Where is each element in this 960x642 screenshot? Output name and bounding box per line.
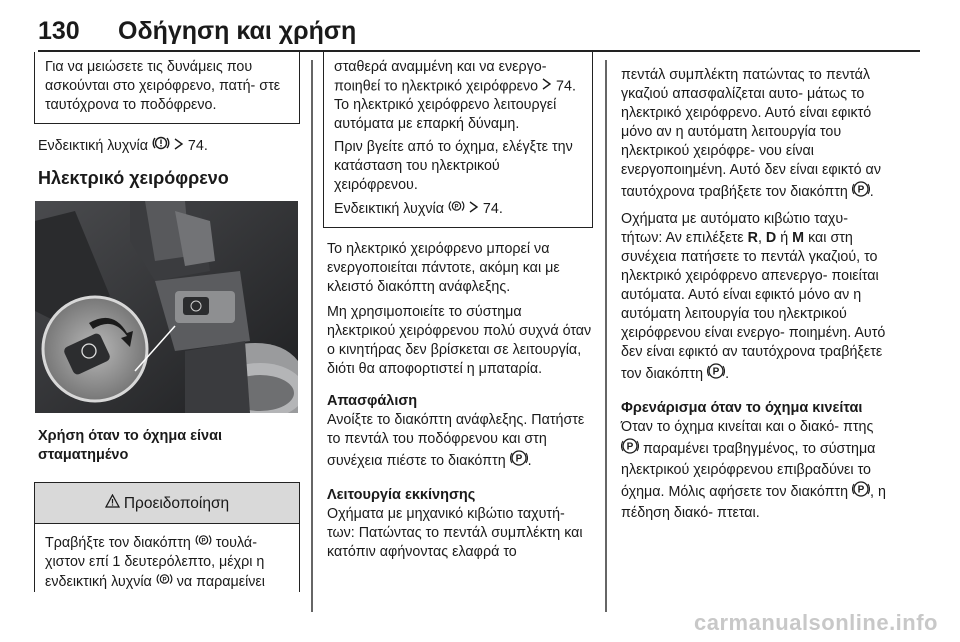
warning-cont-p2: Πριν βγείτε από το όχημα, ελέγξτε την κατάσταση του ηλεκτρικού χειρόφρενου. <box>334 139 573 194</box>
svg-text:P: P <box>857 184 865 196</box>
para-manual-release: πεντάλ συμπλέκτη πατώντας το πεντάλ γκαζιού απασφαλίζεται αυτο- μάτως το ηλεκτρικό χειρόφρενο. Αυτό είναι εφικτό μόνο αν η αυτόματη λειτουργία του ηλεκτρικού χειρόφρε- νου είναι ενεργοποιημένη. Αυτό δεν είναι εφικτό αν ταυτόχρονα τραβήξετε τον διακόπτη P . <box>621 66 889 204</box>
column-3 <box>621 66 889 529</box>
svg-text:P: P <box>162 577 167 584</box>
para-automatic: Οχήματα με αυτόματο κιβώτιο ταχυ- τήτων: Αν επιλέξετε R, D ή M και στη συνέχεια πατήσετε το πεντάλ γκαζιού, το ηλεκτρικό χειρόφρενο απενεργο- ποιείται αυτόματα. Αυτό είναι εφικτό μόνο αν η αυτόματη λειτουργία του ηλεκτρικού χειρόφρενου είναι ενεργο- ποιημένη. Αυτό δεν είναι εφικτό αν ταυτόχρονα τραβήξετε τον διακόπτη P . <box>621 210 889 386</box>
parking-p-icon <box>621 437 639 461</box>
para-start: Οχήματα με μηχανικό κιβώτιο ταχυτή- των: Πατώντας το πεντάλ συμπλέκτη και κατόπιν αφήνοντας ελαφρά το <box>327 506 583 561</box>
para-release: Ανοίξτε το διακόπτη ανάφλεξης. Πατήστε το πεντάλ του ποδόφρενου και στη συνέχεια πιέστε το διακόπτη P . <box>327 411 593 473</box>
svg-text:P: P <box>626 441 634 453</box>
indicator-line: Ενδεικτική λυχνία 74. <box>38 135 300 157</box>
parking-p-icon <box>852 480 870 504</box>
note-box <box>34 52 300 124</box>
svg-text:P: P <box>201 538 206 545</box>
column-1 <box>38 52 300 592</box>
warning-triangle-icon <box>105 494 120 513</box>
column-rule-left <box>311 60 313 612</box>
subheading-stationary: Χρήση όταν το όχημα είναι σταματημένο <box>38 428 223 463</box>
para-moving: Όταν το όχημα κινείται και ο διακό- πτης P παραμένει τραβηγμένος, το σύστημα ηλεκτρικού χειρόφρενου επιβραδύνει το όχημα. Μόλις αφήσετε τον διακόπτη P , η πέδηση διακό- πτεται. <box>621 419 886 521</box>
page-number: 130 <box>38 16 80 45</box>
heading-moving: Φρενάρισμα όταν το όχημα κινείται <box>621 400 863 416</box>
svg-text:P: P <box>857 484 865 496</box>
arrow-ref-icon <box>469 200 479 219</box>
svg-text:P: P <box>712 366 720 378</box>
parking-p-icon <box>852 180 870 204</box>
section-heading-electric-brake: Ηλεκτρικό χειρόφρενο <box>38 168 229 188</box>
note-box-text: Για να μειώσετε τις δυνάμεις που ασκούνται στο χειρόφρενο, πατή- στε ταυτόχρονα το ποδόφρενο. <box>45 59 281 113</box>
warning-box <box>34 482 300 592</box>
svg-text:P: P <box>515 453 522 465</box>
chapter-title: Οδήγηση και χρήση <box>118 16 357 45</box>
parking-p-icon <box>510 449 528 473</box>
parking-p-icon <box>707 362 725 386</box>
warning-cont-p1: σταθερά αναμμένη και να ενεργο- ποιηθεί το ηλεκτρικό χειρόφρενο 74. Το ηλεκτρικό χειρόφρενο λειτουργεί αυτόματα με επαρκή δύναμη. <box>334 59 576 133</box>
para-battery: Μη χρησιμοποιείτε το σύστημα ηλεκτρικού χειρόφρενου πολύ συχνά όταν ο κινητήρας δεν βρίσκεται σε λειτουργία, διότι θα αποφορτιστεί η μπαταρία. <box>327 304 592 378</box>
parking-brake-icon <box>448 199 465 219</box>
warning-header <box>35 483 299 524</box>
heading-release: Απασφάλιση <box>327 393 418 410</box>
parking-brake-icon <box>156 572 173 592</box>
parking-brake-icon <box>195 533 212 553</box>
watermark: carmanualsonline.info <box>694 610 938 635</box>
warning-body: Τραβήξτε τον διακόπτη P τουλά- χιστον επί 1 δευτερόλεπτο, μέχρι η ενδεικτική λυχνία P να παραμείνει <box>35 524 299 592</box>
page-header <box>38 14 356 48</box>
column-rule-right <box>605 60 607 612</box>
warning-cont-p3: Ενδεικτική λυχνία P 74. <box>334 199 582 219</box>
heading-start: Λειτουργία εκκίνησης <box>327 487 476 504</box>
column-2 <box>327 52 593 568</box>
arrow-ref-icon <box>174 137 184 156</box>
arrow-ref-icon <box>542 77 552 96</box>
warning-box-continued <box>323 52 593 228</box>
svg-text:P: P <box>454 204 459 211</box>
para-always-active: Το ηλεκτρικό χειρόφρενο μπορεί να ενεργοποιείται πάντοτε, ακόμη και με κλειστό διακόπτη ανάφλεξης. <box>327 241 560 296</box>
console-photo <box>35 201 298 413</box>
brake-warning-icon <box>152 135 170 157</box>
warning-title: Προειδοποίηση <box>123 494 230 512</box>
